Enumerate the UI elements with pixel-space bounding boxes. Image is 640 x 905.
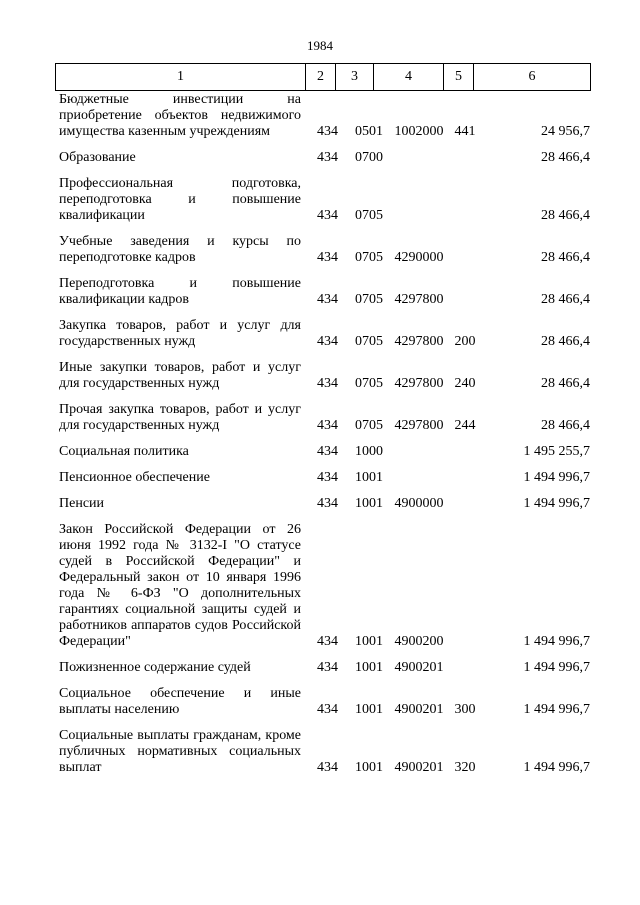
row-name: Социальное обеспечение и иные выплаты населению [59, 686, 301, 717]
row-name: Социальная политика [59, 444, 189, 459]
table-row [55, 360, 590, 392]
row-grbs-code: 434 [317, 124, 338, 139]
table-row [55, 470, 590, 486]
column-header-row [56, 64, 591, 91]
row-amount: 1 494 996,7 [523, 660, 590, 675]
table-row [55, 234, 590, 266]
table-row [55, 176, 590, 224]
row-name: Учебные заведения и курсы по переподготовке кадров [59, 234, 301, 265]
row-grbs-code: 434 [317, 292, 338, 307]
row-name: Закон Российской Федерации от 26 июня 1992 года № 3132-I "О статусе судей в Российской Федерации" и Федеральный закон от 10 января 1996 года № 6-ФЗ "О дополнительных гарантиях социальной защиты судей и работников аппаратов судов Российской Федерации" [59, 522, 301, 649]
table-row [55, 276, 590, 308]
row-grbs-code: 434 [317, 250, 338, 265]
column-header-1: 1 [56, 64, 306, 91]
row-grbs-code: 434 [317, 660, 338, 675]
row-name: Социальные выплаты гражданам, кроме публичных нормативных социальных выплат [59, 728, 301, 775]
row-section-code: 0705 [355, 334, 383, 349]
row-section-code: 1001 [355, 760, 383, 775]
row-name: Пенсии [59, 496, 105, 511]
row-target-code: 4900201 [394, 660, 444, 675]
row-amount: 1 494 996,7 [523, 760, 590, 775]
row-section-code: 0705 [355, 418, 383, 433]
row-grbs-code: 434 [317, 470, 338, 485]
table-row [55, 522, 590, 650]
row-target-code: 4297800 [394, 292, 444, 307]
row-name: Иные закупки товаров, работ и услуг для государственных нужд [59, 360, 301, 391]
row-expense-type-code: 240 [454, 376, 476, 391]
row-section-code: 0700 [355, 150, 383, 165]
table-row [55, 402, 590, 434]
row-amount: 1 494 996,7 [523, 702, 590, 717]
budget-rows [55, 92, 590, 786]
row-name: Образование [59, 150, 136, 165]
table-row [55, 496, 590, 512]
table-row [55, 660, 590, 676]
row-grbs-code: 434 [317, 376, 338, 391]
page-number: 1984 [307, 38, 333, 53]
row-grbs-code: 434 [317, 496, 338, 511]
row-name: Пенсионное обеспечение [59, 470, 210, 485]
row-amount: 28 466,4 [541, 208, 590, 223]
row-amount: 1 494 996,7 [523, 470, 590, 485]
column-header-2: 2 [306, 64, 336, 91]
row-amount: 28 466,4 [541, 418, 590, 433]
row-grbs-code: 434 [317, 444, 338, 459]
row-grbs-code: 434 [317, 634, 338, 649]
row-target-code: 1002000 [394, 124, 444, 139]
row-name: Пожизненное содержание судей [59, 660, 251, 675]
table-row [55, 150, 590, 166]
row-amount: 28 466,4 [541, 250, 590, 265]
row-name: Бюджетные инвестиции на приобретение объектов недвижимого имущества казенным учреждениям [59, 92, 301, 139]
row-grbs-code: 434 [317, 760, 338, 775]
row-target-code: 4290000 [394, 250, 444, 265]
row-expense-type-code: 441 [454, 124, 476, 139]
row-amount: 28 466,4 [541, 150, 590, 165]
row-amount: 1 494 996,7 [523, 496, 590, 511]
row-section-code: 0705 [355, 208, 383, 223]
table-row [55, 92, 590, 140]
row-expense-type-code: 320 [454, 760, 476, 775]
table-row [55, 686, 590, 718]
row-section-code: 1001 [355, 702, 383, 717]
row-section-code: 1000 [355, 444, 383, 459]
row-amount: 1 495 255,7 [523, 444, 590, 459]
row-grbs-code: 434 [317, 150, 338, 165]
row-section-code: 1001 [355, 634, 383, 649]
row-target-code: 4297800 [394, 334, 444, 349]
row-target-code: 4900200 [394, 634, 444, 649]
table-row [55, 444, 590, 460]
table-row [55, 318, 590, 350]
column-header-5: 5 [444, 64, 474, 91]
row-target-code: 4297800 [394, 418, 444, 433]
row-expense-type-code: 244 [454, 418, 476, 433]
row-amount: 1 494 996,7 [523, 634, 590, 649]
row-section-code: 1001 [355, 470, 383, 485]
row-target-code: 4297800 [394, 376, 444, 391]
row-expense-type-code: 300 [454, 702, 476, 717]
column-header-6: 6 [474, 64, 591, 91]
row-name: Закупка товаров, работ и услуг для государственных нужд [59, 318, 301, 349]
table-row [55, 728, 590, 776]
column-header-3: 3 [336, 64, 374, 91]
row-name: Прочая закупка товаров, работ и услуг для государственных нужд [59, 402, 301, 433]
column-header-table [55, 63, 591, 91]
row-section-code: 0705 [355, 250, 383, 265]
column-header-4: 4 [374, 64, 444, 91]
row-expense-type-code: 200 [454, 334, 476, 349]
row-target-code: 4900201 [394, 760, 444, 775]
row-grbs-code: 434 [317, 208, 338, 223]
row-section-code: 1001 [355, 496, 383, 511]
row-grbs-code: 434 [317, 418, 338, 433]
row-amount: 28 466,4 [541, 292, 590, 307]
row-section-code: 1001 [355, 660, 383, 675]
row-section-code: 0705 [355, 292, 383, 307]
row-grbs-code: 434 [317, 334, 338, 349]
row-target-code: 4900201 [394, 702, 444, 717]
row-amount: 24 956,7 [541, 124, 590, 139]
row-amount: 28 466,4 [541, 334, 590, 349]
row-amount: 28 466,4 [541, 376, 590, 391]
row-name: Переподготовка и повышение квалификации кадров [59, 276, 301, 307]
row-grbs-code: 434 [317, 702, 338, 717]
row-section-code: 0501 [355, 124, 383, 139]
row-target-code: 4900000 [394, 496, 444, 511]
row-section-code: 0705 [355, 376, 383, 391]
row-name: Профессиональная подготовка, переподготовка и повышение квалификации [59, 176, 301, 223]
